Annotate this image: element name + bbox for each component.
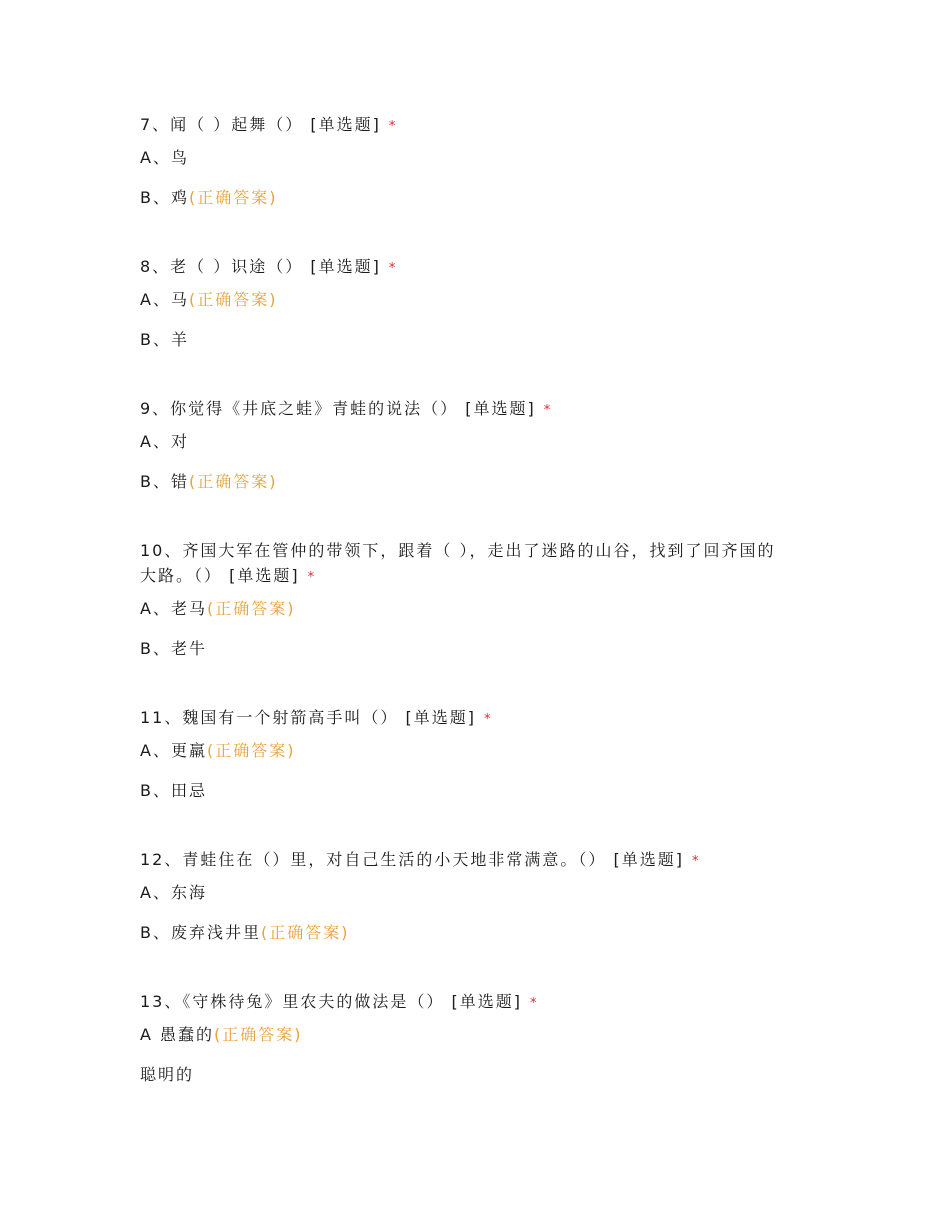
survey-answer-sheet [140, 112, 820, 1131]
option-a [140, 880, 820, 905]
question-10 [140, 538, 820, 661]
correct-answer-label: (正确答案) [188, 290, 278, 309]
question-text: 11、魏国有一个射箭高手叫（） [单选题] [140, 708, 476, 727]
required-asterisk: * [529, 996, 537, 1011]
option-b [140, 327, 820, 352]
required-asterisk: * [307, 570, 315, 585]
option-text: B、羊 [140, 330, 189, 349]
option-text: A 愚蠢的 [140, 1025, 215, 1044]
question-text-line-2: 大路。（） [单选题] [140, 566, 300, 585]
question-text: 9、你觉得《井底之蛙》青蛙的说法（） [单选题] [140, 399, 536, 418]
option-text: A、东海 [140, 883, 207, 902]
question-title [140, 847, 820, 874]
correct-answer-label: (正确答案) [214, 1025, 303, 1044]
option-text: A、对 [140, 432, 189, 451]
option-text: B、田忌 [140, 781, 207, 800]
option-text: A、马 [140, 290, 189, 309]
question-9 [140, 396, 820, 494]
option-text: A、更羸 [140, 741, 207, 760]
required-asterisk: * [483, 712, 491, 727]
correct-answer-label: (正确答案) [206, 599, 296, 618]
option-a [140, 145, 820, 170]
option-b [140, 1062, 820, 1087]
option-a [140, 1022, 820, 1047]
required-asterisk: * [388, 261, 396, 276]
question-11 [140, 705, 820, 803]
option-a [140, 596, 820, 621]
question-text: 12、青蛙住在（）里，对自己生活的小天地非常满意。（） [单选题] [140, 850, 684, 869]
question-text: 8、老（ ）识途（） [单选题] [140, 257, 381, 276]
option-text: B、错 [140, 472, 189, 491]
option-b [140, 185, 820, 210]
correct-answer-label: (正确答案) [188, 188, 278, 207]
correct-answer-label: (正确答案) [260, 923, 350, 942]
question-text-line-1: 10、齐国大军在管仲的带领下，跟着（ ），走出了迷路的山谷，找到了回齐国的 [140, 541, 776, 560]
option-text: B、鸡 [140, 188, 189, 207]
required-asterisk: * [543, 403, 551, 418]
option-a [140, 429, 820, 454]
option-text: B、废弃浅井里 [140, 923, 261, 942]
option-a [140, 287, 820, 312]
option-text: 聪明的 [140, 1065, 195, 1084]
question-title [140, 396, 820, 423]
question-title [140, 538, 820, 590]
question-title [140, 989, 820, 1016]
option-b [140, 469, 820, 494]
option-b [140, 920, 820, 945]
question-12 [140, 847, 820, 945]
option-b [140, 636, 820, 661]
required-asterisk: * [691, 854, 699, 869]
correct-answer-label: (正确答案) [206, 741, 296, 760]
correct-answer-label: (正确答案) [188, 472, 278, 491]
question-title [140, 254, 820, 281]
question-text: 13、《守株待兔》里农夫的做法是（） [单选题] [140, 992, 522, 1011]
option-b [140, 778, 820, 803]
option-a [140, 738, 820, 763]
question-8 [140, 254, 820, 352]
question-7 [140, 112, 820, 210]
option-text: A、老马 [140, 599, 207, 618]
question-title [140, 705, 820, 732]
question-text: 7、闻（ ）起舞（） [单选题] [140, 115, 381, 134]
question-title [140, 112, 820, 139]
required-asterisk: * [388, 119, 396, 134]
option-text: A、鸟 [140, 148, 189, 167]
question-13 [140, 989, 820, 1087]
option-text: B、老牛 [140, 639, 207, 658]
